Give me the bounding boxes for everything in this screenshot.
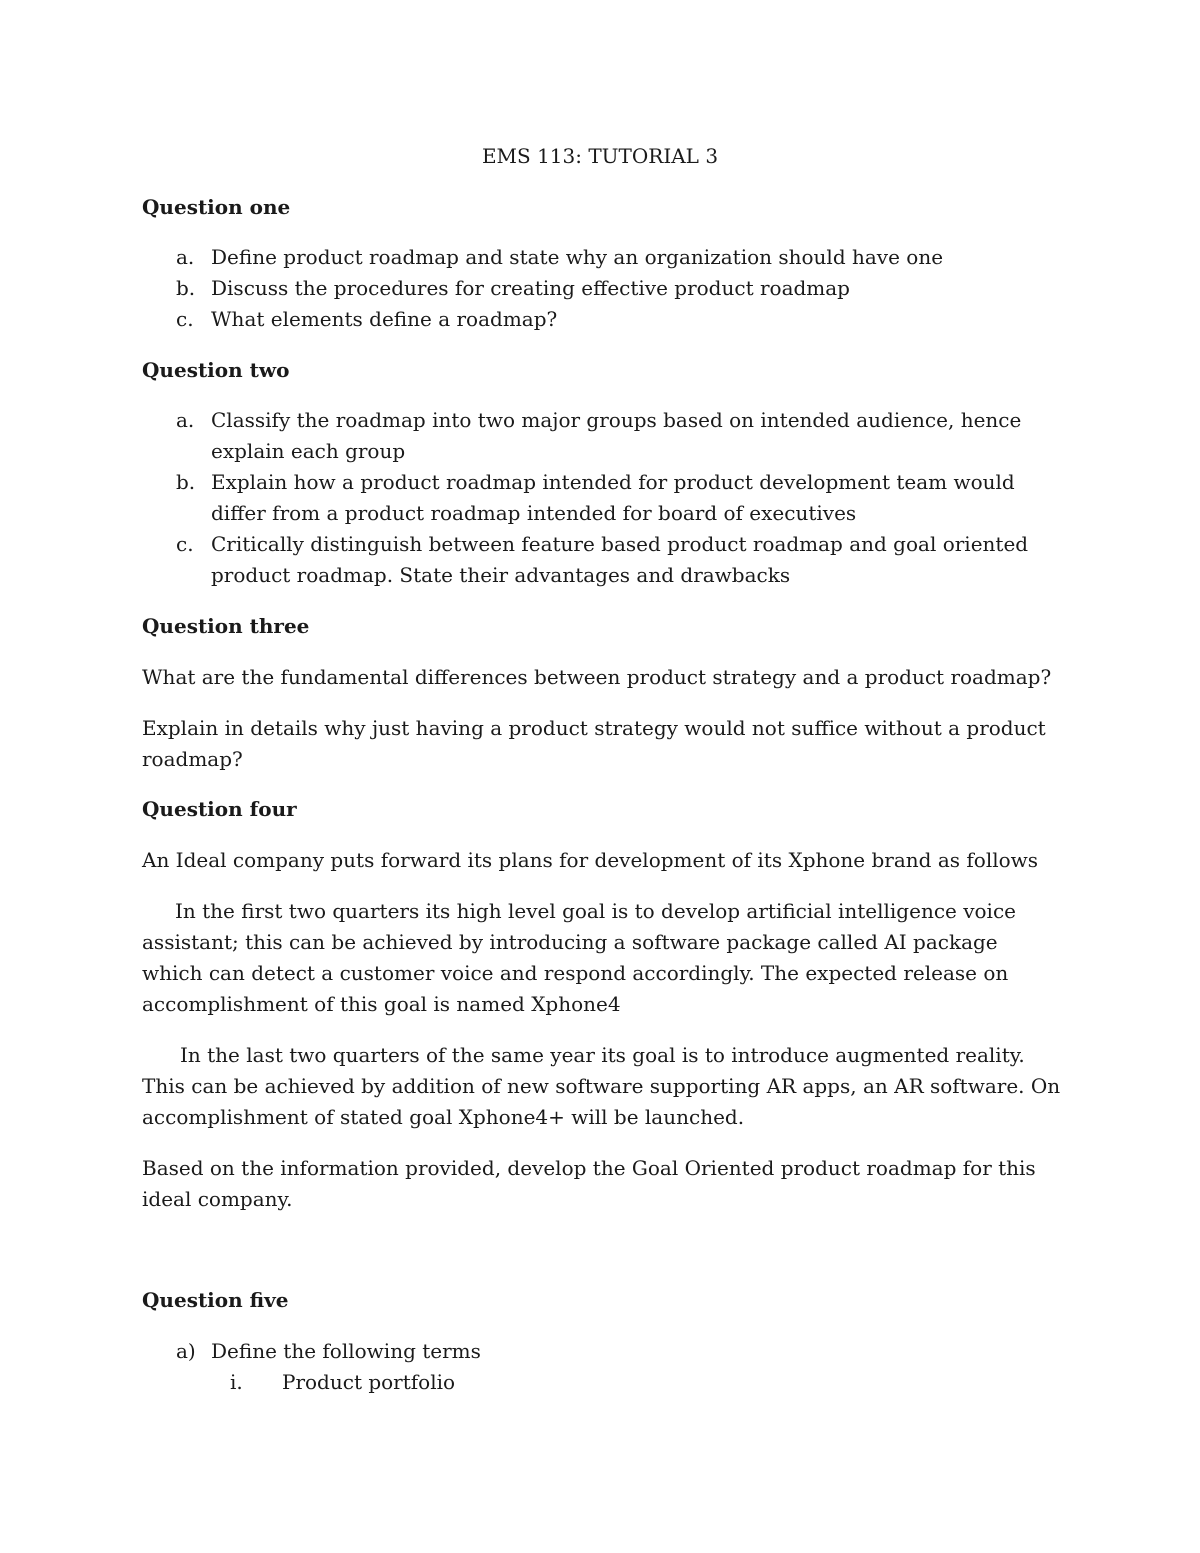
list-marker: c.: [176, 532, 194, 556]
list-marker: i.: [230, 1370, 243, 1394]
list-marker: b.: [176, 470, 196, 494]
list-marker: a.: [176, 408, 195, 432]
list-item-text: Classify the roadmap into two major groups based on intended audience, hence explain each group: [211, 408, 1022, 463]
list-item-text: Critically distinguish between feature based product roadmap and goal oriented product roadmap. State their advantages and drawbacks: [211, 532, 1029, 587]
document-title: EMS 113: TUTORIAL 3: [481, 144, 719, 168]
question-five-heading: Question five: [142, 1288, 289, 1312]
list-item-text: Define the following terms: [211, 1339, 481, 1363]
list-item-text: What elements define a roadmap?: [211, 307, 558, 331]
list-item-text: Discuss the procedures for creating effective product roadmap: [211, 276, 850, 300]
list-item-text: Define product roadmap and state why an organization should have one: [211, 245, 944, 269]
paragraph: Based on the information provided, develop the Goal Oriented product roadmap for this ideal company.: [142, 1156, 1036, 1211]
paragraph: In the first two quarters its high level goal is to develop artificial intelligence voice assistant; this can be achieved by introducing a software package called AI package which can detect a customer voice and respond accordingly. The expected release on accomplishment of this goal is named Xphone4: [142, 899, 1016, 1016]
list-marker: a.: [176, 245, 195, 269]
paragraph: In the last two quarters of the same year its goal is to introduce augmented reality. This can be achieved by addition of new software supporting AR apps, an AR software. On accomplishment of stated goal Xphone4+ will be launched.: [142, 1043, 1061, 1129]
list-item-text: Explain how a product roadmap intended for product development team would differ from a product roadmap intended for board of executives: [211, 470, 1015, 525]
question-one-heading: Question one: [142, 195, 291, 219]
question-three-heading: Question three: [142, 614, 310, 638]
paragraph: Explain in details why just having a product strategy would not suffice without a product roadmap?: [142, 716, 1046, 771]
list-item-text: Product portfolio: [282, 1370, 456, 1394]
list-marker: b.: [176, 276, 196, 300]
paragraph: An Ideal company puts forward its plans for development of its Xphone brand as follows: [142, 848, 1039, 872]
list-marker: a): [176, 1339, 196, 1363]
paragraph: What are the fundamental differences between product strategy and a product roadmap?: [142, 665, 1052, 689]
list-marker: c.: [176, 307, 194, 331]
question-four-heading: Question four: [142, 797, 297, 821]
question-two-heading: Question two: [142, 358, 290, 382]
